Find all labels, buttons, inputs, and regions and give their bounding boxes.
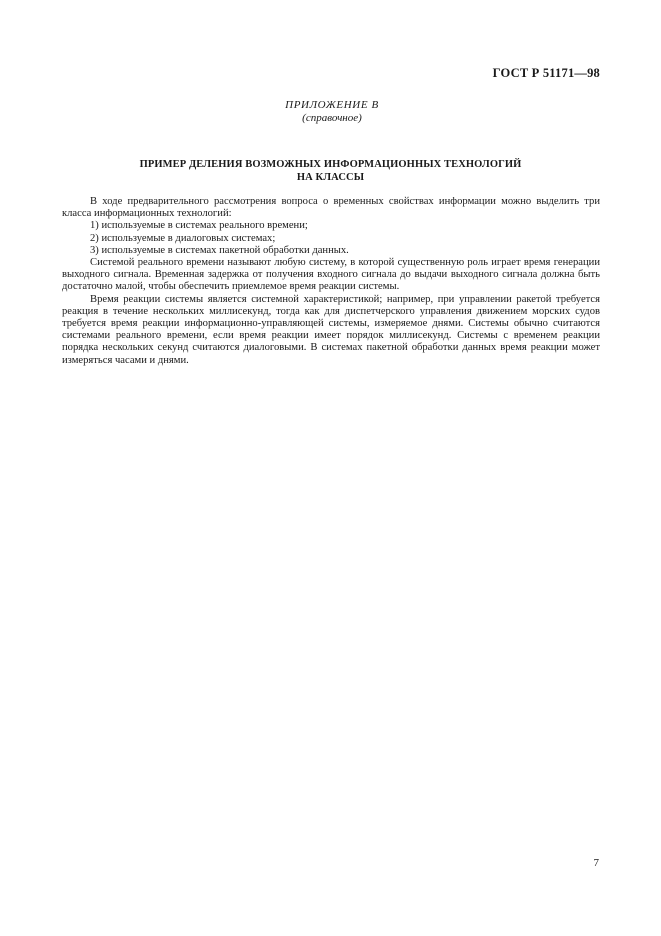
section-title xyxy=(0,158,661,184)
real-time-paragraph: Системой реального времени называют любую систему, в которой существенную роль играет время генерации выходного сигнала. Временная задержка от получения входного сигнала до выдачи выходного сигнала должна быть достаточно малой, чтобы обеспечить приемлемое время реакции системы. xyxy=(62,257,600,293)
intro-paragraph: В ходе предварительного рассмотрения вопроса о временных свойствах информации можно выделить три класса информационных технологий: xyxy=(62,196,600,220)
section-title-line-1: ПРИМЕР ДЕЛЕНИЯ ВОЗМОЖНЫХ ИНФОРМАЦИОННЫХ ТЕХНОЛОГИЙ xyxy=(139,159,522,170)
document-code: ГОСТ Р 51171—98 xyxy=(492,66,600,80)
list-item-1: 1) используемые в системах реального времени; xyxy=(90,220,308,232)
appendix-title: ПРИЛОЖЕНИЕ В xyxy=(285,99,379,111)
appendix-subtitle: (справочное) xyxy=(302,112,362,124)
section-title-line-2: НА КЛАССЫ xyxy=(296,172,365,183)
body-text xyxy=(62,196,600,367)
page-number: 7 xyxy=(593,857,599,869)
reaction-time-paragraph: Время реакции системы является системной характеристикой; например, при управлении ракетой требуется реакция в течение нескольких миллисекунд, тогда как для диспетчерского управления движением морских судов требуется время реакции информационно-управляющей системы, измеряемое днями. Системы обычно считаются системами реального времени, если время реакции имеет порядок миллисекунд. Системы с временем реакции порядка нескольких секунд считаются диалоговыми. В системах пакетной обработки данных время реакции может измеряться часами и днями. xyxy=(62,293,600,366)
list-item-3: 3) используемые в системах пакетной обработки данных. xyxy=(90,244,349,256)
appendix-heading xyxy=(0,99,661,125)
list-item-2: 2) используемые в диалоговых системах; xyxy=(90,232,276,244)
